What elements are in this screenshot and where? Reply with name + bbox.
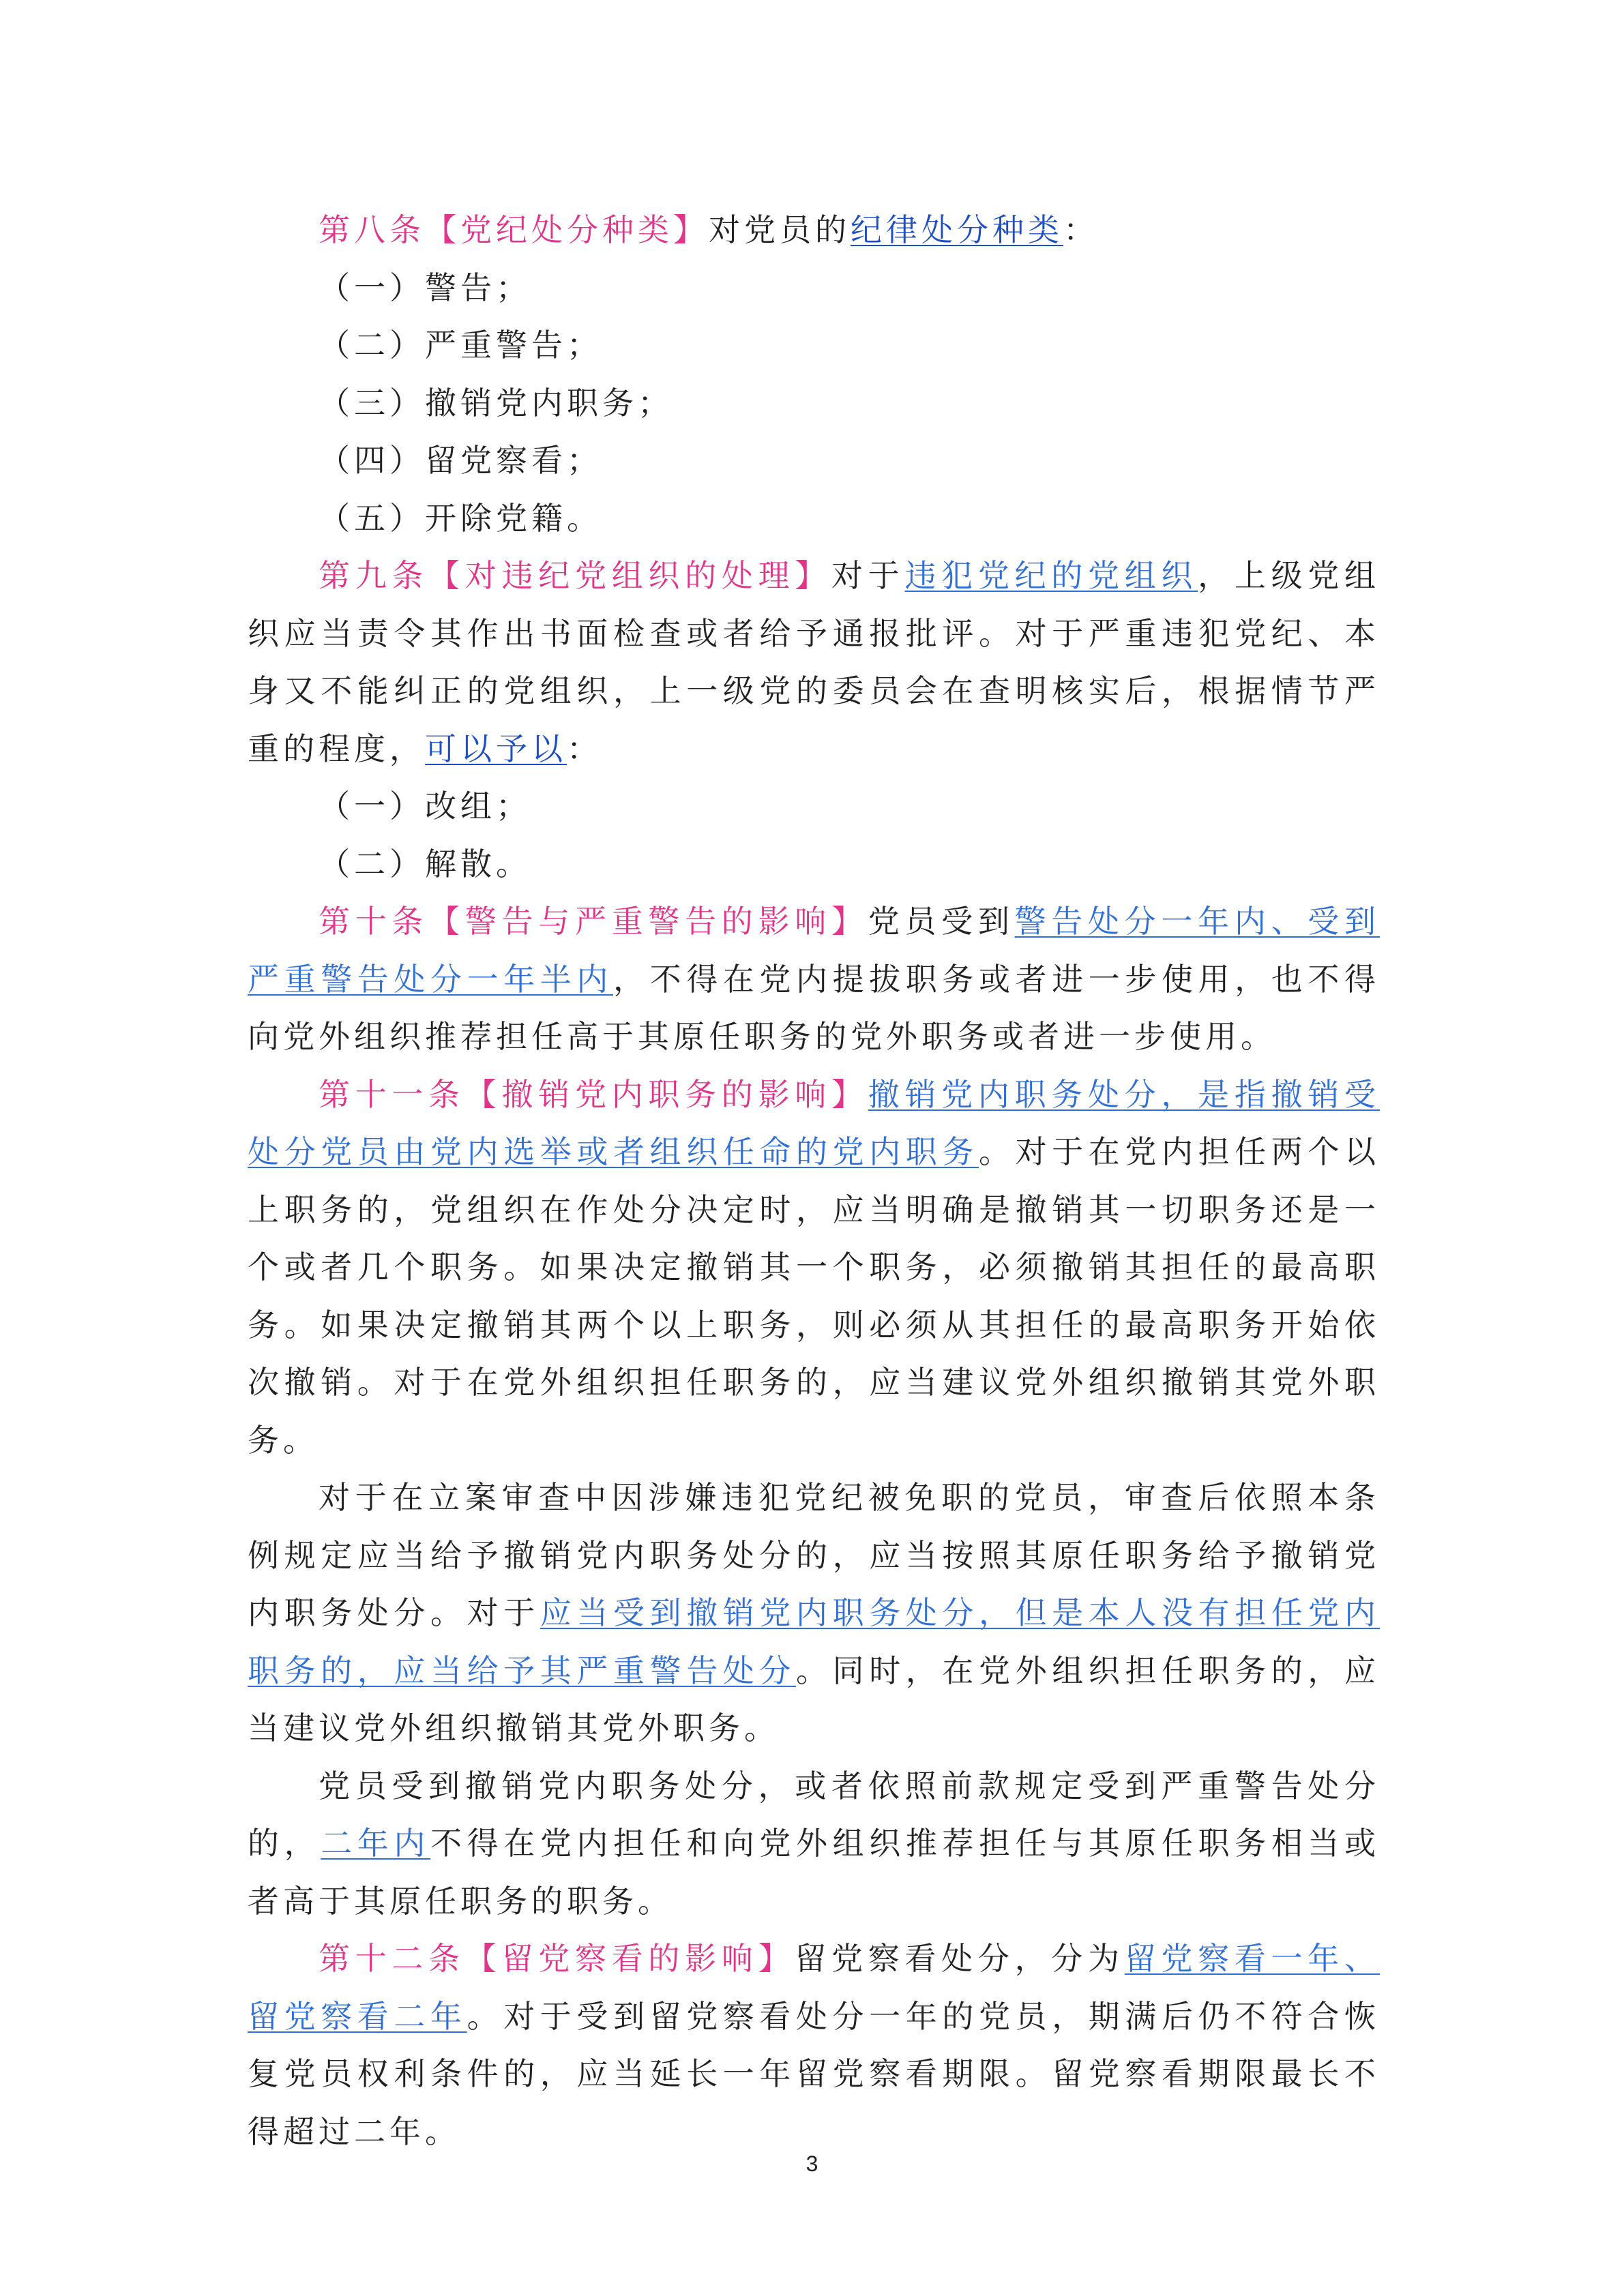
page-number: 3 bbox=[806, 2151, 818, 2176]
text-run: 对于 bbox=[831, 557, 905, 594]
text-run: 留党察看处分，分为 bbox=[795, 1940, 1125, 1977]
list-item bbox=[248, 490, 1380, 548]
paragraph bbox=[248, 1469, 1380, 1757]
highlighted-link-text: 应当受到撤销党内职务处分，但是本人没有担任党内职务的，应当给予其严重警告处分 bbox=[248, 1594, 1381, 1689]
article-heading: 第十二条【留党察看的影响】 bbox=[319, 1940, 795, 1977]
paragraph-article-8 bbox=[248, 201, 1380, 259]
text-run: ，不得在党内提拔职务或者进一步使用，也不得向党外组织推荐担任高于其原任职务的党外职务或者进一步使用。 bbox=[248, 960, 1381, 1055]
text-run: ，上级党组织应当责令其作出书面检查或者给予通报批评。对于严重违犯党纪、本身又不能纠正的党组织，上一级党的委员会在查明核实后，根据情节严重的程度， bbox=[248, 557, 1381, 767]
text-run: 。对于受到留党察看处分一年的党员，期满后仍不符合恢复党员权利条件的，应当延长一年留党察看期限。留党察看期限最长不得超过二年。 bbox=[248, 1997, 1381, 2150]
text-run: （四）留党察看； bbox=[319, 442, 602, 479]
text-run: 党员受到 bbox=[868, 903, 1015, 940]
highlighted-link-text: 违犯党纪的党组织 bbox=[904, 557, 1198, 594]
paragraph-article-11 bbox=[248, 1066, 1380, 1470]
highlighted-link-text: 可以予以 bbox=[425, 730, 567, 767]
text-run: 党员受到撤销党内职务处分，或者依照前款规定受到严重警告处分的， bbox=[248, 1767, 1380, 1862]
text-run: ： bbox=[567, 730, 602, 767]
article-heading: 第十一条【撤销党内职务的影响】 bbox=[319, 1075, 868, 1113]
list-item bbox=[248, 316, 1380, 374]
article-heading: 第八条【党纪处分种类】 bbox=[319, 211, 709, 248]
highlighted-link-text: 二年内 bbox=[321, 1825, 431, 1862]
text-run: （一）改组； bbox=[319, 788, 531, 824]
list-item bbox=[248, 259, 1380, 317]
text-run: 对党员的 bbox=[709, 211, 851, 248]
highlighted-link-text: 撤销党内职务处分，是指撤销受处分党员由党内选举或者组织任命的党内职务 bbox=[248, 1075, 1381, 1170]
list-item bbox=[248, 777, 1380, 835]
text-run: 。对于在党内担任两个以上职务的，党组织在作处分决定时，应当明确是撤销其一切职务还是一个或者几个职务。如果决定撤销其一个职务，必须撤销其担任的最高职务。如果决定撤销其两个以上职务，则必须从其担任的最高职务开始依次撤销。对于在党外组织担任职务的，应当建议党外组织撤销其党外职务。 bbox=[248, 1133, 1381, 1459]
text-run: （二）严重警告； bbox=[319, 327, 602, 363]
highlighted-link-text: 警告处分一年内、受到严重警告处分一年半内 bbox=[248, 903, 1381, 998]
text-run: ： bbox=[1063, 211, 1099, 248]
highlighted-link-text: 纪律处分种类 bbox=[851, 211, 1063, 248]
paragraph-article-9 bbox=[248, 547, 1380, 777]
list-item bbox=[248, 432, 1380, 490]
list-item bbox=[248, 374, 1380, 432]
document-body bbox=[248, 201, 1380, 2160]
paragraph-article-12 bbox=[248, 1930, 1380, 2160]
paragraph-article-10 bbox=[248, 893, 1380, 1066]
text-run: （一）警告； bbox=[319, 269, 531, 306]
highlighted-link-text: 留党察看一年、留党察看二年 bbox=[248, 1940, 1381, 2035]
text-run: （二）解散。 bbox=[319, 845, 531, 882]
text-run: （五）开除党籍。 bbox=[319, 499, 602, 537]
article-heading: 第十条【警告与严重警告的影响】 bbox=[319, 903, 868, 940]
paragraph bbox=[248, 1757, 1380, 1930]
text-run: 。同时，在党外组织担任职务的，应当建议党外组织撤销其党外职务。 bbox=[248, 1652, 1381, 1746]
text-run: 对于在立案审查中因涉嫌违犯党纪被免职的党员，审查后依照本条例规定应当给予撤销党内职务处分的，应当按照其原任职务给予撤销党内职务处分。对于 bbox=[248, 1479, 1380, 1631]
text-run: 不得在党内担任和向党外组织推荐担任与其原任职务相当或者高于其原任职务的职务。 bbox=[248, 1825, 1381, 1920]
text-run: （三）撤销党内职务； bbox=[319, 384, 673, 421]
list-item bbox=[248, 835, 1380, 893]
article-heading: 第九条【对违纪党组织的处理】 bbox=[319, 557, 831, 594]
